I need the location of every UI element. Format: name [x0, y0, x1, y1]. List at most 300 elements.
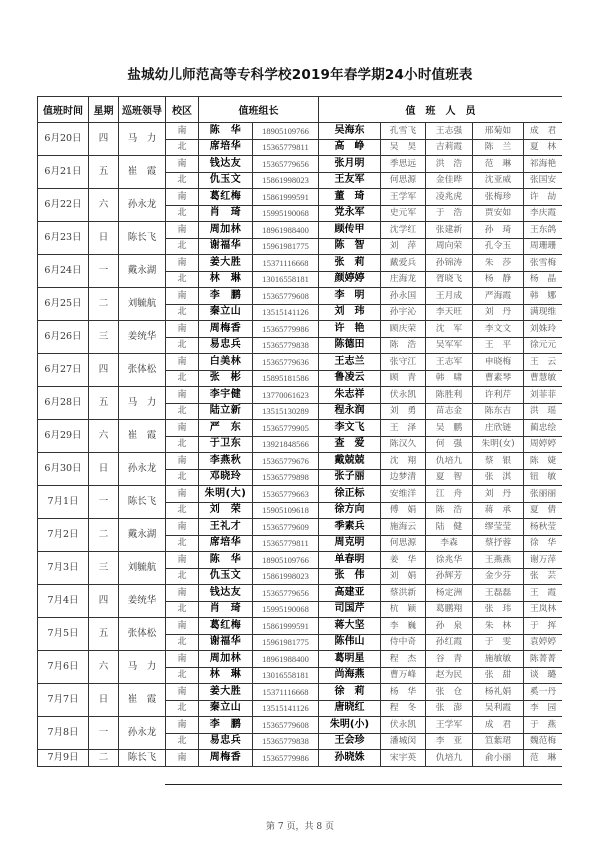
phone-cell: 15371116668: [253, 684, 319, 701]
date-cell: 6月26日: [38, 321, 89, 354]
table-row: [38, 486, 563, 503]
phone-cell: 15961981775: [253, 238, 319, 255]
staff-cell: 王 云: [524, 354, 563, 371]
staff-lead-cell: 吴海东: [319, 123, 381, 140]
team-head-cell: 易忠兵: [199, 733, 253, 750]
staff-cell: 钮 敏: [524, 469, 563, 486]
date-cell: 6月20日: [38, 123, 89, 156]
table-row: [38, 717, 563, 734]
staff-lead-cell: 葛明星: [319, 651, 381, 668]
campus-cell: 北: [166, 271, 199, 288]
date-cell: 7月3日: [38, 552, 89, 585]
phone-cell: 15365779663: [253, 486, 319, 503]
staff-cell: 程 冬: [381, 700, 426, 717]
team-head-cell: 秦立山: [199, 304, 253, 321]
leader-cell: 陈长飞: [119, 222, 166, 255]
staff-lead-cell: 董 琦: [319, 189, 381, 206]
campus-cell: 南: [166, 519, 199, 536]
staff-cell: 凌兆虎: [426, 189, 473, 206]
team-head-cell: 易忠兵: [199, 337, 253, 354]
table-row: [38, 684, 563, 701]
team-head-cell: 陈 华: [199, 552, 253, 569]
campus-cell: 南: [166, 321, 199, 338]
date-cell: 7月8日: [38, 717, 89, 750]
staff-cell: 王学军: [381, 189, 426, 206]
phone-cell: 15365779676: [253, 453, 319, 470]
phone-cell: 15365779811: [253, 139, 319, 156]
staff-cell: 顾庆荣: [381, 321, 426, 338]
phone-cell: 15365779608: [253, 288, 319, 305]
staff-cell: 张雪梅: [524, 255, 563, 272]
campus-cell: 南: [166, 354, 199, 371]
header-leader: 巡班领导: [119, 97, 166, 123]
staff-cell: 季思远: [381, 156, 426, 173]
staff-cell: 张丽丽: [524, 486, 563, 503]
staff-cell: 侍中奇: [381, 634, 426, 651]
date-cell: 7月9日: [38, 750, 89, 767]
campus-cell: 北: [166, 733, 199, 750]
staff-lead-cell: 戴兢兢: [319, 453, 381, 470]
staff-lead-cell: 徐 莉: [319, 684, 381, 701]
staff-cell: 王月成: [426, 288, 473, 305]
staff-cell: 蔡抒蓉: [473, 535, 524, 552]
team-head-cell: 严 东: [199, 420, 253, 437]
date-cell: 6月24日: [38, 255, 89, 288]
staff-lead-cell: 徐方向: [319, 502, 381, 519]
phone-cell: 13921848566: [253, 436, 319, 453]
phone-cell: 18905109766: [253, 123, 319, 140]
phone-cell: 15365779905: [253, 420, 319, 437]
staff-cell: 王磊磊: [473, 585, 524, 602]
staff-cell: 安维洋: [381, 486, 426, 503]
team-head-cell: 席培华: [199, 139, 253, 156]
phone-cell: 15365779656: [253, 156, 319, 173]
weekday-cell: 二: [89, 519, 119, 552]
team-head-cell: 李 鹏: [199, 288, 253, 305]
campus-cell: 北: [166, 337, 199, 354]
staff-cell: 蔡洪新: [381, 585, 426, 602]
weekday-cell: 五: [89, 156, 119, 189]
staff-cell: 朱明(女): [473, 436, 524, 453]
date-cell: 6月23日: [38, 222, 89, 255]
team-head-cell: 周加林: [199, 222, 253, 239]
staff-cell: 洪 瑶: [524, 403, 563, 420]
staff-lead-cell: 高 峥: [319, 139, 381, 156]
staff-cell: 曹慧敏: [524, 370, 563, 387]
phone-cell: 18905109766: [253, 552, 319, 569]
leader-cell: 陈长飞: [119, 750, 166, 767]
team-head-cell: 葛红梅: [199, 618, 253, 635]
staff-lead-cell: 徐正标: [319, 486, 381, 503]
staff-cell: 张 仓: [426, 684, 473, 701]
weekday-cell: 六: [89, 420, 119, 453]
staff-cell: 杨定洲: [426, 585, 473, 602]
campus-cell: 北: [166, 667, 199, 684]
weekday-cell: 五: [89, 618, 119, 651]
leader-cell: 姜统华: [119, 321, 166, 354]
staff-cell: 曹万峰: [381, 667, 426, 684]
weekday-cell: 日: [89, 222, 119, 255]
campus-cell: 南: [166, 222, 199, 239]
date-cell: 7月4日: [38, 585, 89, 618]
staff-cell: 潘城闵: [381, 733, 426, 750]
staff-cell: 于 挥: [524, 618, 563, 635]
team-head-cell: 姜大胜: [199, 255, 253, 272]
campus-cell: 南: [166, 255, 199, 272]
leader-cell: 马 力: [119, 387, 166, 420]
phone-cell: 15365779636: [253, 354, 319, 371]
date-cell: 6月30日: [38, 453, 89, 486]
phone-cell: 15995190068: [253, 205, 319, 222]
staff-cell: 张 芸: [524, 568, 563, 585]
staff-cell: 祁海艳: [524, 156, 563, 173]
phone-cell: 15365779898: [253, 469, 319, 486]
campus-cell: 南: [166, 618, 199, 635]
staff-cell: 王燕燕: [473, 552, 524, 569]
weekday-cell: 三: [89, 552, 119, 585]
campus-cell: 南: [166, 156, 199, 173]
team-head-cell: 肖 琦: [199, 601, 253, 618]
team-head-cell: 李宇健: [199, 387, 253, 404]
staff-lead-cell: 张 伟: [319, 568, 381, 585]
campus-cell: 南: [166, 288, 199, 305]
date-cell: 6月27日: [38, 354, 89, 387]
phone-cell: 15371116668: [253, 255, 319, 272]
phone-cell: 18961988400: [253, 651, 319, 668]
table-row: [38, 750, 563, 767]
staff-cell: 陈东吉: [473, 403, 524, 420]
table-row: [38, 651, 563, 668]
staff-cell: 夏 倩: [524, 502, 563, 519]
team-head-cell: 席培华: [199, 535, 253, 552]
staff-cell: 徐 华: [524, 535, 563, 552]
team-head-cell: 仇玉文: [199, 172, 253, 189]
staff-cell: 陈汉久: [381, 436, 426, 453]
campus-cell: 南: [166, 453, 199, 470]
table-row: [38, 519, 563, 536]
staff-cell: 蔺忠绘: [524, 420, 563, 437]
staff-cell: 魏范梅: [524, 733, 563, 750]
staff-cell: 袁婷婷: [524, 634, 563, 651]
staff-cell: 曹素琴: [473, 370, 524, 387]
leader-cell: 刘毓航: [119, 288, 166, 321]
leader-cell: 刘毓航: [119, 552, 166, 585]
team-head-cell: 谢福华: [199, 634, 253, 651]
team-head-cell: 陆立新: [199, 403, 253, 420]
staff-cell: 顾 青: [381, 370, 426, 387]
team-head-cell: 王礼才: [199, 519, 253, 536]
staff-cell: 许 劼: [524, 189, 563, 206]
campus-cell: 北: [166, 700, 199, 717]
staff-cell: 谢万萍: [524, 552, 563, 569]
team-head-cell: 陈 华: [199, 123, 253, 140]
weekday-cell: 六: [89, 189, 119, 222]
staff-cell: 沈亚威: [473, 172, 524, 189]
weekday-cell: 三: [89, 321, 119, 354]
staff-cell: 孙锦涛: [426, 255, 473, 272]
staff-cell: 刘 娟: [381, 568, 426, 585]
staff-lead-cell: 党永军: [319, 205, 381, 222]
staff-cell: 谷 青: [426, 651, 473, 668]
staff-cell: 吴 鹏: [426, 420, 473, 437]
campus-cell: 北: [166, 370, 199, 387]
staff-cell: 苗志金: [426, 403, 473, 420]
staff-cell: 姜 华: [381, 552, 426, 569]
table-row: [38, 354, 563, 371]
staff-cell: 王学军: [426, 717, 473, 734]
date-cell: 6月28日: [38, 387, 89, 420]
team-head-cell: 于卫东: [199, 436, 253, 453]
staff-cell: 张 玮: [473, 601, 524, 618]
staff-cell: 周婷婷: [524, 436, 563, 453]
header-date: 值班时间: [38, 97, 89, 123]
phone-cell: 13515141126: [253, 700, 319, 717]
staff-cell: 施敏敏: [473, 651, 524, 668]
staff-cell: 笪紫珺: [473, 733, 524, 750]
phone-cell: 15365779608: [253, 717, 319, 734]
staff-lead-cell: 朱明(小): [319, 717, 381, 734]
staff-cell: 陈 浩: [381, 337, 426, 354]
staff-cell: 奚一丹: [524, 684, 563, 701]
staff-cell: 满现维: [524, 304, 563, 321]
leader-cell: 戴永湖: [119, 519, 166, 552]
staff-lead-cell: 唐晓红: [319, 700, 381, 717]
header-staff: 值 班 人 员: [319, 97, 563, 123]
staff-cell: 何思源: [381, 172, 426, 189]
staff-cell: 徐兆华: [426, 552, 473, 569]
duty-roster-table: [37, 96, 562, 767]
staff-lead-cell: 司国芹: [319, 601, 381, 618]
staff-cell: 张 甜: [473, 667, 524, 684]
staff-cell: 李 亚: [426, 733, 473, 750]
team-head-cell: 邓晓玲: [199, 469, 253, 486]
leader-cell: 马 力: [119, 651, 166, 684]
header-team-head: 值班组长: [199, 97, 319, 123]
staff-cell: 于 燕: [524, 717, 563, 734]
staff-cell: 刘菲菲: [524, 387, 563, 404]
staff-cell: 蒋 承: [473, 502, 524, 519]
staff-cell: 孙红霞: [426, 634, 473, 651]
document-title: 盐城幼儿师范高等专科学校2019年春学期24小时值班表: [127, 67, 473, 83]
staff-lead-cell: 查 爱: [319, 436, 381, 453]
staff-cell: 朱 林: [473, 618, 524, 635]
staff-cell: 孔令玉: [473, 238, 524, 255]
team-head-cell: 刘 荣: [199, 502, 253, 519]
staff-cell: 杨 华: [381, 684, 426, 701]
staff-cell: 伏永凯: [381, 717, 426, 734]
weekday-cell: 四: [89, 123, 119, 156]
table-row: [38, 222, 563, 239]
staff-cell: 邢菊如: [473, 123, 524, 140]
table-row: [38, 123, 563, 140]
staff-cell: 伏永凯: [381, 387, 426, 404]
table-body: [38, 123, 563, 767]
date-cell: 7月6日: [38, 651, 89, 684]
staff-cell: 申晓梅: [473, 354, 524, 371]
staff-cell: 俞小丽: [473, 750, 524, 767]
leader-cell: 戴永湖: [119, 255, 166, 288]
weekday-cell: 四: [89, 354, 119, 387]
staff-cell: 陆 健: [426, 519, 473, 536]
team-head-cell: 李燕秋: [199, 453, 253, 470]
staff-cell: 胥晓飞: [426, 271, 473, 288]
staff-cell: 缪莹莹: [473, 519, 524, 536]
staff-cell: 严海霞: [473, 288, 524, 305]
staff-cell: 孙 泉: [426, 618, 473, 635]
staff-cell: 李文文: [473, 321, 524, 338]
staff-cell: 陈胜利: [426, 387, 473, 404]
staff-cell: 韩 娜: [524, 288, 563, 305]
staff-cell: 何 强: [426, 436, 473, 453]
staff-cell: 庄欣链: [473, 420, 524, 437]
weekday-cell: 一: [89, 717, 119, 750]
phone-cell: 15365779986: [253, 321, 319, 338]
staff-cell: 施海云: [381, 519, 426, 536]
table-row: [38, 156, 563, 173]
date-cell: 7月2日: [38, 519, 89, 552]
team-head-cell: 仇玉文: [199, 568, 253, 585]
staff-lead-cell: 尚海燕: [319, 667, 381, 684]
team-head-cell: 朱明(大): [199, 486, 253, 503]
campus-cell: 南: [166, 123, 199, 140]
staff-cell: 蔡 银: [473, 453, 524, 470]
staff-cell: 戴爱兵: [381, 255, 426, 272]
staff-cell: 张梅珍: [473, 189, 524, 206]
campus-cell: 南: [166, 717, 199, 734]
team-head-cell: 钱达友: [199, 585, 253, 602]
staff-cell: 沈 翔: [381, 453, 426, 470]
staff-cell: 王 平: [473, 337, 524, 354]
staff-cell: 陈 浩: [426, 502, 473, 519]
staff-cell: 范 琳: [473, 156, 524, 173]
staff-cell: 刘姝玲: [524, 321, 563, 338]
staff-cell: 仇培九: [426, 453, 473, 470]
phone-cell: 13016558181: [253, 667, 319, 684]
phone-cell: 15861998023: [253, 172, 319, 189]
staff-cell: 吴 昊: [381, 139, 426, 156]
leader-cell: 张体松: [119, 618, 166, 651]
team-head-cell: 李 鹏: [199, 717, 253, 734]
staff-cell: 张 淇: [473, 469, 524, 486]
staff-cell: 傅 娟: [381, 502, 426, 519]
staff-cell: 于 雯: [473, 634, 524, 651]
phone-cell: 13515130289: [253, 403, 319, 420]
phone-cell: 15861998023: [253, 568, 319, 585]
staff-cell: 孔雪飞: [381, 123, 426, 140]
table-header-row: [38, 97, 563, 123]
date-cell: 7月1日: [38, 486, 89, 519]
staff-cell: 杭 颖: [381, 601, 426, 618]
table-row: [38, 618, 563, 635]
staff-cell: 宋宇英: [381, 750, 426, 767]
weekday-cell: 六: [89, 651, 119, 684]
team-head-cell: 张 彬: [199, 370, 253, 387]
staff-cell: 金少芬: [473, 568, 524, 585]
staff-cell: 刘 丹: [473, 304, 524, 321]
leader-cell: 崔 霞: [119, 420, 166, 453]
weekday-cell: 日: [89, 684, 119, 717]
staff-cell: 张建新: [426, 222, 473, 239]
staff-lead-cell: 陈 智: [319, 238, 381, 255]
staff-lead-cell: 朱志祥: [319, 387, 381, 404]
duty-roster-table-container: [37, 96, 562, 794]
campus-cell: 南: [166, 585, 199, 602]
staff-cell: 沈 军: [426, 321, 473, 338]
staff-lead-cell: 刘 玮: [319, 304, 381, 321]
table-bottom-border: [165, 784, 562, 785]
staff-cell: 王东鸽: [524, 222, 563, 239]
staff-cell: 李森: [426, 535, 473, 552]
staff-cell: 孙辉芳: [426, 568, 473, 585]
campus-cell: 南: [166, 486, 199, 503]
staff-cell: 杨秋莹: [524, 519, 563, 536]
staff-cell: 边梦清: [381, 469, 426, 486]
staff-cell: 张守江: [381, 354, 426, 371]
staff-lead-cell: 李文飞: [319, 420, 381, 437]
team-head-cell: 秦立山: [199, 700, 253, 717]
phone-cell: 15365779838: [253, 337, 319, 354]
staff-cell: 李 园: [524, 700, 563, 717]
campus-cell: 北: [166, 634, 199, 651]
date-cell: 7月5日: [38, 618, 89, 651]
phone-cell: 15895181586: [253, 370, 319, 387]
weekday-cell: 日: [89, 453, 119, 486]
staff-cell: 王志军: [426, 354, 473, 371]
weekday-cell: 五: [89, 387, 119, 420]
staff-cell: 于 浩: [426, 205, 473, 222]
campus-cell: 北: [166, 238, 199, 255]
staff-cell: 杨礼娟: [473, 684, 524, 701]
team-head-cell: 周加林: [199, 651, 253, 668]
staff-lead-cell: 张 莉: [319, 255, 381, 272]
team-head-cell: 周梅香: [199, 321, 253, 338]
staff-cell: 李 巍: [381, 618, 426, 635]
staff-cell: 王 霞: [524, 585, 563, 602]
phone-cell: 13770061623: [253, 387, 319, 404]
staff-lead-cell: 孙晓姝: [319, 750, 381, 767]
phone-cell: 15365779986: [253, 750, 319, 767]
campus-cell: 北: [166, 502, 199, 519]
staff-cell: 孙 琦: [473, 222, 524, 239]
staff-cell: 张 澎: [426, 700, 473, 717]
phone-cell: 15905109618: [253, 502, 319, 519]
header-weekday: 星期: [89, 97, 119, 123]
staff-lead-cell: 颜婷婷: [319, 271, 381, 288]
phone-cell: 15365779656: [253, 585, 319, 602]
table-row: [38, 255, 563, 272]
table-row: [38, 321, 563, 338]
leader-cell: 孙永龙: [119, 717, 166, 750]
staff-lead-cell: 季素兵: [319, 519, 381, 536]
staff-lead-cell: 王会珍: [319, 733, 381, 750]
staff-lead-cell: 顾传甲: [319, 222, 381, 239]
campus-cell: 南: [166, 684, 199, 701]
staff-cell: 谈 璐: [524, 667, 563, 684]
campus-cell: 北: [166, 568, 199, 585]
phone-cell: 13515141126: [253, 304, 319, 321]
staff-cell: 刘 丹: [473, 486, 524, 503]
leader-cell: 孙永龙: [119, 453, 166, 486]
leader-cell: 孙永龙: [119, 189, 166, 222]
staff-cell: 刘 萍: [381, 238, 426, 255]
date-cell: 6月25日: [38, 288, 89, 321]
date-cell: 6月22日: [38, 189, 89, 222]
phone-cell: 15995190068: [253, 601, 319, 618]
staff-cell: 李天旺: [426, 304, 473, 321]
campus-cell: 北: [166, 601, 199, 618]
staff-cell: 张国安: [524, 172, 563, 189]
staff-cell: 许利芹: [473, 387, 524, 404]
